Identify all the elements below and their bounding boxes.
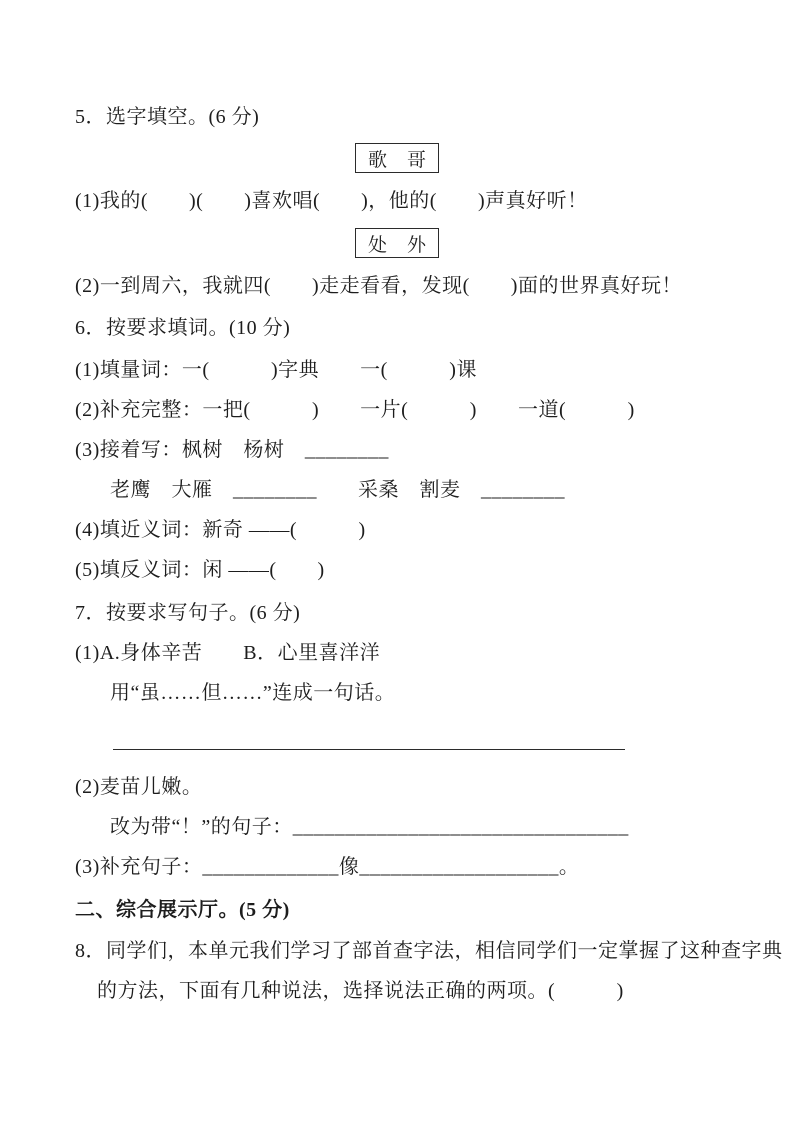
q5-item-1: (1)我的( )( )喜欢唱( )，他的( )声真好听！ <box>75 190 588 212</box>
word-option-chu: 处 <box>368 234 388 256</box>
q6-header: 6．按要求填词。(10 分) <box>75 317 291 339</box>
q6-item-2: (2)补充完整：一把( ) 一片( ) 一道( ) <box>75 399 635 421</box>
word-option-ge2: 哥 <box>406 149 426 171</box>
q7-item-1-instruction: 用“虽……但……”连成一句话。 <box>110 682 396 704</box>
q6-item-3-line-1: (3)接着写：枫树 杨树 ________ <box>75 439 389 461</box>
q6-item-1: (1)填量词：一( )字典 一( )课 <box>75 359 477 381</box>
q7-item-1-answer-blank-line <box>113 749 625 750</box>
q5-item-2: (2)一到周六，我就四( )走走看看，发现( )面的世界真好玩！ <box>75 275 682 297</box>
q8-line-2: 的方法，下面有几种说法，选择说法正确的两项。( ) <box>97 980 624 1002</box>
q7-item-3: (3)补充句子：_____________像___________________。 <box>75 856 580 878</box>
q5-word-choice-box-1 <box>355 143 439 173</box>
q8-line-1: 8．同学们，本单元我们学习了部首查字法，相信同学们一定掌握了这种查字典 <box>75 940 783 962</box>
q7-item-2-instruction: 改为带“！”的句子：________________________________ <box>110 816 629 838</box>
q6-item-4: (4)填近义词：新奇 ——( ) <box>75 519 366 541</box>
q6-item-5: (5)填反义词：闲 ——( ) <box>75 559 325 581</box>
q7-item-1-options: (1)A.身体辛苦 B．心里喜洋洋 <box>75 642 381 664</box>
q7-item-2-sentence: (2)麦苗儿嫩。 <box>75 776 203 798</box>
q6-item-3-line-2: 老鹰 大雁 ________ 采桑 割麦 ________ <box>110 479 565 501</box>
q5-header: 5．选字填空。(6 分) <box>75 106 260 128</box>
q7-header: 7．按要求写句子。(6 分) <box>75 602 301 624</box>
word-option-wai: 外 <box>406 234 426 256</box>
section-2-header: 二、综合展示厅。(5 分) <box>75 899 290 921</box>
word-option-ge: 歌 <box>368 149 388 171</box>
q5-word-choice-box-2 <box>355 228 439 258</box>
